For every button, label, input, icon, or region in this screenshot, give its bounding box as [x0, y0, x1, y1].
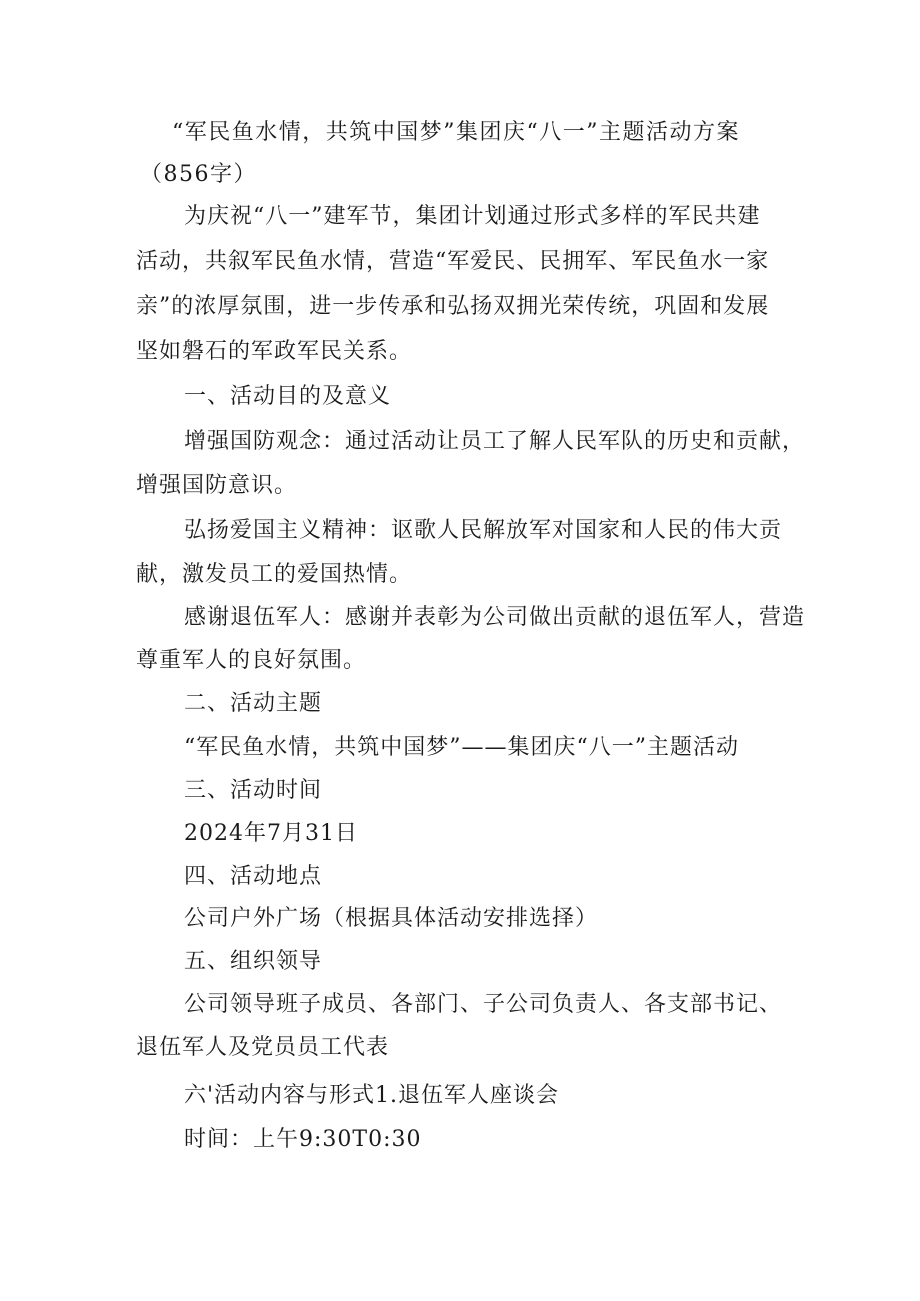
intro-line-2: 活动，共叙军民鱼水情，营造“军爱民、民拥军、军民鱼水一家 — [136, 249, 770, 274]
section5-body-line2: 退伍军人及党员员工代表 — [136, 1035, 390, 1060]
document-title-wordcount: （856字） — [140, 162, 257, 187]
document-title: “军民鱼水情，共筑中国梦”集团庆“八一”主题活动方案 — [172, 120, 740, 145]
intro-line-1: 为庆祝“八一”建军节，集团计划通过形式多样的军民共建 — [184, 204, 761, 229]
section1-heading: 一、活动目的及意义 — [184, 384, 392, 409]
section3-heading: 三、活动时间 — [184, 778, 323, 803]
section2-body: “军民鱼水情，共筑中国梦”——集团庆“八一”主题活动 — [184, 735, 739, 760]
section4-body: 公司户外广场（根据具体活动安排选择） — [184, 906, 599, 931]
section4-heading: 四、活动地点 — [184, 864, 323, 889]
section3-body: 2024年7月31日 — [184, 821, 358, 846]
intro-line-4: 坚如磐石的军政军民关系。 — [136, 339, 413, 364]
section1-paragraph2-line2: 献，激发员工的爱国热情。 — [136, 562, 413, 587]
intro-line-3: 亲”的浓厚氛围，进一步传承和弘扬双拥光荣传统，巩固和发展 — [136, 294, 770, 319]
section1-paragraph3-line2: 尊重军人的良好氛围。 — [136, 648, 367, 673]
section5-body-line1: 公司领导班子成员、各部门、子公司负责人、各支部书记、 — [184, 992, 783, 1017]
section5-heading: 五、组织领导 — [184, 949, 323, 974]
section1-paragraph2-line1: 弘扬爱国主义精神：讴歌人民解放军对国家和人民的伟大贡 — [184, 518, 783, 543]
section2-heading: 二、活动主题 — [184, 691, 323, 716]
section1-paragraph1-line2: 增强国防意识。 — [136, 473, 298, 498]
section1-paragraph3-line1: 感谢退伍军人：感谢并表彰为公司做出贡献的退伍军人，营造 — [184, 605, 806, 630]
section6-time: 时间：上午9:30T0:30 — [184, 1127, 422, 1152]
section1-paragraph1-line1: 增强国防观念：通过活动让员工了解人民军队的历史和贡献， — [184, 429, 806, 454]
section6-heading: 六'活动内容与形式1.退伍军人座谈会 — [184, 1083, 560, 1108]
